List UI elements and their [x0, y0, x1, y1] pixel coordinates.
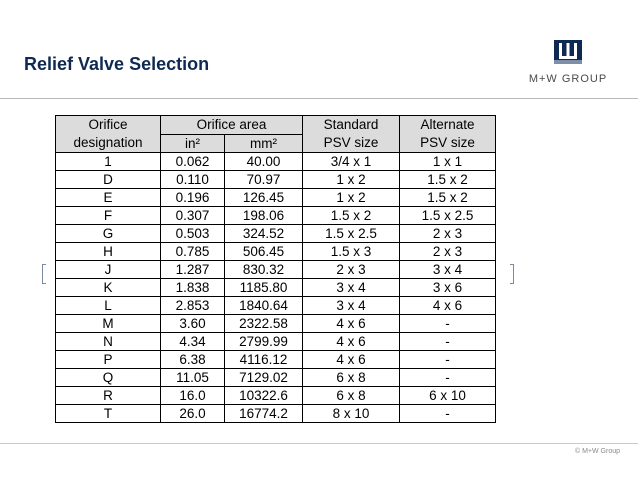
cell-area-in2: 0.196	[161, 189, 225, 207]
cell-alternate-psv: 1.5 x 2.5	[400, 207, 496, 225]
cell-standard-psv: 1 x 2	[303, 171, 400, 189]
table-row	[56, 189, 496, 207]
cell-orifice: Q	[56, 369, 161, 387]
header-in2: in²	[161, 135, 225, 153]
cell-standard-psv: 6 x 8	[303, 369, 400, 387]
cell-area-in2: 4.34	[161, 333, 225, 351]
table-row	[56, 333, 496, 351]
cell-orifice: K	[56, 279, 161, 297]
footer-copyright: © M+W Group	[574, 448, 620, 455]
cell-alternate-psv: 1.5 x 2	[400, 189, 496, 207]
cell-area-mm2: 4116.12	[225, 351, 303, 369]
cell-area-mm2: 1185.80	[225, 279, 303, 297]
table-row	[56, 387, 496, 405]
logo-text: M+W GROUP	[528, 73, 608, 85]
header-orifice-designation: Orifice designation	[56, 116, 161, 153]
cell-area-mm2: 2799.99	[225, 333, 303, 351]
cell-alternate-psv: -	[400, 315, 496, 333]
cell-alternate-psv: 1 x 1	[400, 153, 496, 171]
cell-area-in2: 1.838	[161, 279, 225, 297]
cell-area-in2: 0.785	[161, 243, 225, 261]
footer-divider	[0, 443, 638, 444]
cell-standard-psv: 1.5 x 2	[303, 207, 400, 225]
cell-area-in2: 2.853	[161, 297, 225, 315]
cell-orifice: P	[56, 351, 161, 369]
right-bracket-marker	[510, 264, 514, 284]
cell-orifice: D	[56, 171, 161, 189]
cell-standard-psv: 3 x 4	[303, 297, 400, 315]
cell-area-in2: 1.287	[161, 261, 225, 279]
cell-standard-psv: 4 x 6	[303, 351, 400, 369]
cell-alternate-psv: -	[400, 369, 496, 387]
cell-orifice: N	[56, 333, 161, 351]
header-mm2: mm²	[225, 135, 303, 153]
table-row	[56, 207, 496, 225]
table-row	[56, 279, 496, 297]
page-title: Relief Valve Selection	[24, 54, 210, 74]
cell-area-mm2: 2322.58	[225, 315, 303, 333]
cell-area-mm2: 70.97	[225, 171, 303, 189]
header-orifice-area: Orifice area	[161, 116, 303, 135]
cell-standard-psv: 4 x 6	[303, 315, 400, 333]
cell-orifice: R	[56, 387, 161, 405]
cell-area-mm2: 40.00	[225, 153, 303, 171]
cell-alternate-psv: 1.5 x 2	[400, 171, 496, 189]
cell-area-mm2: 1840.64	[225, 297, 303, 315]
cell-area-mm2: 830.32	[225, 261, 303, 279]
cell-area-mm2: 198.06	[225, 207, 303, 225]
table-row	[56, 225, 496, 243]
cell-area-in2: 11.05	[161, 369, 225, 387]
table-row	[56, 351, 496, 369]
table-row	[56, 405, 496, 423]
cell-area-in2: 0.062	[161, 153, 225, 171]
relief-valve-table	[55, 115, 496, 423]
cell-orifice: T	[56, 405, 161, 423]
cell-area-in2: 6.38	[161, 351, 225, 369]
cell-area-mm2: 10322.6	[225, 387, 303, 405]
cell-alternate-psv: 2 x 3	[400, 225, 496, 243]
cell-area-in2: 16.0	[161, 387, 225, 405]
table-row	[56, 297, 496, 315]
table-row	[56, 261, 496, 279]
cell-orifice: J	[56, 261, 161, 279]
cell-area-in2: 3.60	[161, 315, 225, 333]
cell-area-in2: 0.110	[161, 171, 225, 189]
cell-area-in2: 26.0	[161, 405, 225, 423]
cell-standard-psv: 2 x 3	[303, 261, 400, 279]
left-bracket-marker	[42, 264, 46, 284]
cell-orifice: F	[56, 207, 161, 225]
header-divider	[0, 98, 638, 99]
cell-alternate-psv: 3 x 6	[400, 279, 496, 297]
table-row	[56, 369, 496, 387]
cell-alternate-psv: 3 x 4	[400, 261, 496, 279]
table-row	[56, 243, 496, 261]
cell-orifice: L	[56, 297, 161, 315]
cell-standard-psv: 3/4 x 1	[303, 153, 400, 171]
cell-alternate-psv: -	[400, 333, 496, 351]
table-row	[56, 171, 496, 189]
cell-standard-psv: 1 x 2	[303, 189, 400, 207]
header-standard-psv-size: Standard PSV size	[303, 116, 400, 153]
cell-standard-psv: 1.5 x 2.5	[303, 225, 400, 243]
cell-area-in2: 0.503	[161, 225, 225, 243]
cell-area-mm2: 7129.02	[225, 369, 303, 387]
cell-standard-psv: 3 x 4	[303, 279, 400, 297]
cell-alternate-psv: 2 x 3	[400, 243, 496, 261]
cell-orifice: 1	[56, 153, 161, 171]
cell-area-mm2: 506.45	[225, 243, 303, 261]
cell-alternate-psv: 4 x 6	[400, 297, 496, 315]
cell-standard-psv: 4 x 6	[303, 333, 400, 351]
cell-standard-psv: 1.5 x 3	[303, 243, 400, 261]
logo-mark-icon	[554, 40, 582, 64]
header-alternate-psv-size: Alternate PSV size	[400, 116, 496, 153]
cell-standard-psv: 8 x 10	[303, 405, 400, 423]
cell-area-mm2: 324.52	[225, 225, 303, 243]
cell-standard-psv: 6 x 8	[303, 387, 400, 405]
cell-area-in2: 0.307	[161, 207, 225, 225]
table-row	[56, 153, 496, 171]
cell-orifice: M	[56, 315, 161, 333]
cell-orifice: G	[56, 225, 161, 243]
cell-alternate-psv: 6 x 10	[400, 387, 496, 405]
cell-orifice: E	[56, 189, 161, 207]
company-logo	[518, 40, 618, 90]
cell-area-mm2: 16774.2	[225, 405, 303, 423]
table-row	[56, 315, 496, 333]
table-body	[56, 153, 496, 423]
cell-orifice: H	[56, 243, 161, 261]
cell-alternate-psv: -	[400, 351, 496, 369]
cell-alternate-psv: -	[400, 405, 496, 423]
cell-area-mm2: 126.45	[225, 189, 303, 207]
